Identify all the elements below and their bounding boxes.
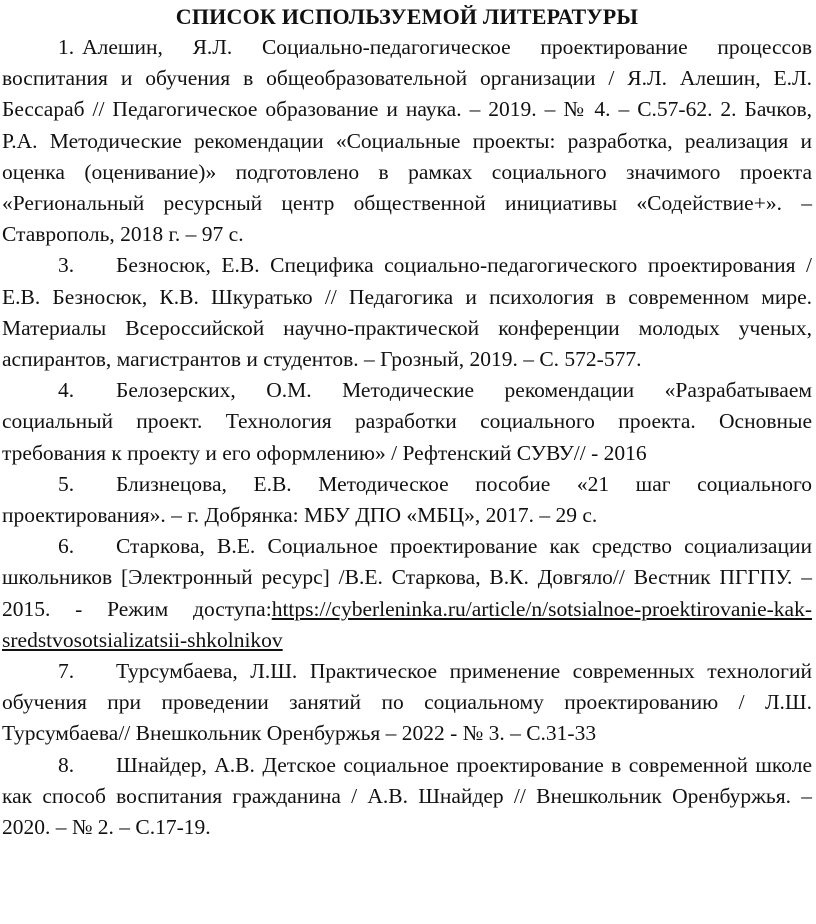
entry-text: Турсумбаева, Л.Ш. Практическое применение современных технологий обучения при проведении занятий по социальному проектированию / Л.Ш. Турсумбаева// Внешкольник Оренбуржья – 2022 - № 3. – С.31-33 [2,659,812,746]
entry-number: 7. [58,659,75,684]
entry-number: 6. [58,534,75,559]
reference-link[interactable]: https://cyberleninka.ru/article/n/sotsialnoe-proektirovanie-kak-sredstvosotsializatsii-shkolnikov [2,596,812,652]
page-title: СПИСОК ИСПОЛЬЗУЕМОЙ ЛИТЕРАТУРЫ [175,4,639,29]
entry-text: Старкова, В.Е. Социальное проектирование как средство социализации школьников [Электронный ресурс] /В.Е. Старкова, В.К. Довгяло// Вестник ПГГПУ. –2015. - Режим доступа: [2,534,812,621]
entry-number: 4. [58,378,75,403]
entry-number: 1. [58,35,75,59]
reference-entry-1 [2,32,812,250]
entry-text: Алешин, Я.Л. Социально-педагогическое проектирование процессов воспитания и обучения в общеобразовательной организации / Я.Л. Алешин, Е.Л. Бессараб // Педагогическое образование и наука. – 2019. – № 4. – С.57-62. 2. Бачков, Р.А. Методические рекомендации «Социальные проекты: разработка, реализация и оценка (оценивание)» подготовлено в рамках социального значимого проекта «Региональный ресурсный центр общественной инициативы «Содействие+». – Ставрополь, 2018 г. – 97 с. [2,35,812,247]
entry-number: 3. [58,253,75,278]
entry-text: Близнецова, Е.В. Методическое пособие «21 шаг социального проектирования». – г. Добрянка: МБУ ДПО «МБЦ», 2017. – 29 с. [2,471,812,528]
entry-text: Безносюк, Е.В. Специфика социально-педагогического проектирования / Е.В. Безносюк, К.В. Шкуратько // Педагогика и психология в современном мире. Материалы Всероссийской научно-практической конференции молодых ученых, аспирантов, магистрантов и студентов. – Грозный, 2019. – С. 572-577. [2,253,812,372]
reference-entry-6 [2,531,812,656]
reference-entry-4 [2,375,812,469]
reference-entry-5 [2,469,812,531]
entry-number: 5. [58,471,75,496]
entry-number: 8. [58,752,75,777]
reference-entry-7 [2,656,812,750]
entry-text: Белозерских, О.М. Методические рекомендации «Разрабатываем социальный проект. Технология разработки социального проекта. Основные требования к проекту и его оформлению» / Рефтенский СУВУ// - 2016 [2,378,812,465]
reference-entry-3 [2,250,812,375]
reference-entry-8 [2,750,812,844]
entry-text: Шнайдер, А.В. Детское социальное проектирование в современной школе как способ воспитания гражданина / А.В. Шнайдер // Внешкольник Оренбуржья. – 2020. – № 2. – С.17-19. [2,752,812,840]
